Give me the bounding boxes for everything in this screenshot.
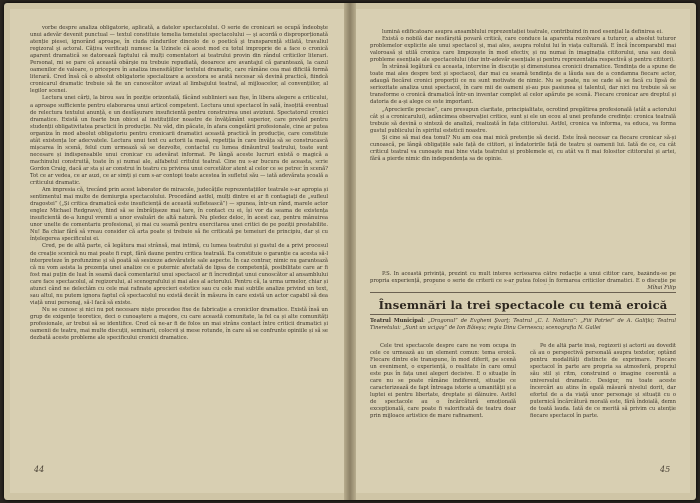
postscript-block <box>370 271 676 292</box>
right-page-text <box>370 29 676 269</box>
paragraph: Cele trei spectacole despre care ne vom ocupa în cele ce urmează au un element comun: tema eroică. Fiecare dintre ele transpune, în mod diferit, pe scenă un eveniment, o experiență, o realitate în care omul este pus în fața unei alegeri decisive. E o situație în care nu se poate rămâne indiferent, situație ce caracterizează de fapt întreaga istorie a umanității și a luptei ei pentru libertate, dreptate și dăinuire. Astfel de spectacole au o încărcătură emoțională excepțională, care poate fi valorificată de teatru doar prin mijloace artistice de mare rafinament. <box>370 343 516 420</box>
paragraph: Am impresia că, trecând prin acest laborator de miracole, judecățile reprezentațiilor teatrale s-ar apropia și sentimentul mai multe de demiurgia spectacolului. Procedând astfel, mulți dintre ei ar fi contagiați de „sufleul dragostei” („Și critica dramatică este insuficiență de această sufletească”) — spunea, într-un rând, marele actor englez Michael Redgrave), fiind să se îmbrățișeze mai tare, în contact cu ei, își vor da seama de existența insuficientă de-a lungul vremii a unor evaluări de altă natură. Nu pledez deloc, în acest caz, pentru mânuirea unor unelte de comentariu profesional, și mai cu seamă pentru exercitarea unei critici de pe poziții prestabilite. Nu! Ba chiar fără să vreau consider că arta poate și trebuie să fie criticată pe temeiuri de principiu, dar și cu înțelegerea specificului ei. <box>30 187 328 243</box>
page-number: 45 <box>660 465 671 474</box>
book-gutter <box>344 3 356 500</box>
article-column-2 <box>530 343 676 455</box>
postscript: P.S. În această privință, prezint cu mult interes scrisoarea către redacție a unui cititor care, bazându-se pe propria experiență, propune o serie de criterii ce s-ar putea folosi în formarea criticilor dramatici. E o discuție pe <box>370 271 676 285</box>
credits-text: : „Dragonul” de Evgheni Şvarţ; Teatrul „C. I. Nottara”: „Fiii Patriei” de A. Galiţki; Teatrul Tineretului: „Sunt un ucigaş” de Ion Băieşu; regia Dinu Cernescu; scenografia N. Gallei <box>370 318 676 331</box>
credits-label: Teatrul Municipal <box>370 318 424 324</box>
right-page <box>356 9 690 493</box>
page-number: 44 <box>34 465 45 474</box>
paragraph: lumină edificatoare asupra ansamblului reprezentației teatrale, contribuind în mod esențial la definirea ei. <box>382 29 663 35</box>
paragraph: „Aprecierile precise”, care presupun claritate, principialitate, ocrotind pregătirea profesională (atât a actorului cât și a cronicarului), adâncimea observației critice, sunt și ele un ecou al unei profunde credințe: cronica teatrală trebuie să devină o sinteză de analiză, realizată în fața cititorului. Astfel, cronica va informa, va educa, va forma gustul publicului în spiritul esteticii noastre. <box>370 106 676 134</box>
book-spread <box>4 3 696 500</box>
divider <box>370 314 676 315</box>
production-credits <box>370 318 676 332</box>
article-title: Însemnări la trei spectacole cu temă eroică <box>378 298 668 312</box>
paragraph: Și cine să mai dea tonul? Nu am cea mai mică pretenție să decid. Este însă necesar ca fiecare cronicar să-și cunoască, pe lângă obligațiile sale față de cititori, și îndatoririle față de teatru și oamenii lui. Iată de ce, cu cât criticul teatral va cunoaște mai bine viața teatrului și problemele ei, cu atât va fi mai folositor cititorului și artei, fără a pierde nimic din independența sa de opinie. <box>370 134 676 162</box>
left-page-text <box>30 25 328 342</box>
article-column-1 <box>370 343 516 455</box>
divider <box>370 292 676 293</box>
paragraph: vorbe despre analiza obligatorie, aplicată, a datelor spectacolului. O serie de cronicari se ocupă îndeobşte unui adevăr devenit punctual — textul constituie temelia temeiului spectacolului — şi acordă o disproporționată atenție piesei, ignorând aproape, în ciuda răndurilor dincolo de o poetică şi transparență stilată, travaliul regizoral şi actoral. Cățiva verificați numesc la Uzinele că acest mod cu totul improprie de a face o cronică aparent dramatică se datorează faptului că mulți comentatori ai teatrului provin din rândul criticilor literari. Personal, mi se pare că această obârşie nu trebuie repudiată, deoarece are avantajul că garantează, la cazul oamenilor de valoare, o pricepere în analiza imensităților textului dramatic, care rămâne cea mai dificilă formă literară. Cred însă că o absolut obligatorie specializare a acestora se arată necesar să devină practică, fiindcă cronicarul dramatic trebuie să fie un cunoscător avizat al limbajului teatral, al mijloacelor, al convențiilor, al legilor scenei. <box>30 25 328 95</box>
paragraph: Cred, pe de altă parte, că legătura mai strânsă, mai intimă, cu lumea teatrului și gustul de a privi procesul de creație scenică nu mai poate fi rupt, fără daune pentru critica teatrală. Ea constituie o garanție ca acesta să-l interpreteze în profunzime și să poată să sesizeze adevăratele sale aspecte. În caz contrar, nimic nu garantează că nu vom asista la prezența unei analize ce e puternic afectată de lipsa de competență, posibilitate care ar fi fost mai puțin de luat în seamă dacă comentariul unui spectacol ar fi încredințat unui cunoscător al ansamblului care face spectacolul, al regizorului, al scenografului și mai ales al actorului. Pentru că, la urma urmelor, chiar și atunci când ne delectăm cu cele mai rafinate aprecieri estetice sau cu cele mai subtile analize privind un text, sau altul, nu putem ignora faptul că spectacolul nu există decât în măsura în care există un actor capabil să dea viață unui personaj, să-l facă să existe. <box>30 243 328 306</box>
paragraph: Lectura unei cărți, la birou sau în poziție orizontală, făcând sublinieri sau fișe, în libera alegere a criticului, a aproape sufficiente pentru elaborarea unui articol competent. Lectura unui spectacol în sală, însoțită eventual de relectura textului anunță, e un desfășurare insuficientă pentru construirea unei aviziuni. Spectatorul cronici dramatice. Există un foarte bun obicei al instituțiilor noastre de învățământ superior, care prevăd pentru studenții obligativitatea practicii în producție. Nu văd, din păcate, în afara congelării profesionale, cine ar putea organiza în mod absolut obligatoriu pentru cronicarii dramatici această practică în producție, care constituie atât existența lor adecvatele. Lectura unui text cu actorii la masă, repetiția în care învăța să se construcască mișcarea în scenă, felul cum urmează să se dezvolte, contactul cu lumea dinăuntrul teatrului, toate sunt necesare și indispensabile unui cronicar cu adevărat informat. Pe lângă aceste lucruri există o magică a machinului construită, toate în și numai ale, alfabetul critului teatral. Cine nu s-ar bucura de aceasta, scrie Gordon Craig, dacă ar sta și ar construi în teatru cu privirea unui cercetător atent al celor ce se petrec în scenă? Tot ce ar vedea, ce ar auzi, ce ar simți și cum s-ar contopi toate acestea în sufletul său — iată adevărata școală a criticului dramatic. <box>30 95 328 187</box>
left-page <box>10 9 344 493</box>
paragraph: Există o nobilă dar nesfârșită povară critică, care conduce la aparenta rezolvare a tuturor, a absolut tuturor problemelor explicite ale unui spectacol și, mai ales, asupra rolului lui în viața culturală. E încă încomparabil mai valoroasă și utilă cronica care limpezește în mod efectiv, și nu numai în imaginația cititorului, una sau două probleme esențiale ale spectacolului (dar intr-adevăr esențiale și pentru reprezentația respectivă și pentru cititori). <box>370 36 676 64</box>
paragraph: Pe de altă parte însă, regizorii și actorii au dovedit că au o perspectivă personală asupra textelor, optând pentru modalități distincte de exprimare. Fiecare spectacol în parte are propria sa atmosferă, propriul său stil și ritm, construind o imagine coerentă a universului dramatic. Desigur, nu toate aceste încercări au atins în egală măsură nivelul dorit, dar efortul de a da viață unor personaje și situații cu o puternică încărcătură morală este, fără îndoială, demn de toată lauda. Iată de ce merită să privim cu atenție fiecare spectacol în parte. <box>530 343 676 420</box>
paragraph: În strânsă legătură cu aceasta, intervine în discuție și dimensiunea cronicii dramatice. Tendința de a spune de toate mai ales despre text și spectacol, dar mai cu seamă tendința de a lăuda sau de a condamna fiecare actor, adaugă fiecărei cronici proporții ce nu sunt motivate de nimic. Nu se poate, nu se cade să se facă cu lipsă de seriozitate analiza unui spectacol, în care mii de oameni și-au pus pasiunea și talentul, dar nici nu trebuie să se transforme o cronică dramatică într-un inventar complet al celor apărute pe scenă. Fiecare cronicar are dreptul și datoria de a-și alege ce este important. <box>370 64 676 106</box>
paragraph: Nu se cunosc și nici nu pot necesare niște procedee fixe de fabricație a cronicilor dramatice. Există însă un grup de exigențe teoretice, deci o cunoaștere a majore, cu care această comunitate, la fel ca și alte comunități profesionale, ar trebui să se identifice. Cred că ne-ar fi de folos un mai strâns contact între criticii dramatici și oamenii de teatru, mai multe discuții, seminarii, colocvii și mese rotunde, în care să se confrunte opiniile și să se dezbată aceste probleme ale specificului cronicii dramatice. <box>30 306 328 342</box>
author-signature: Mihai Filip <box>647 285 676 291</box>
